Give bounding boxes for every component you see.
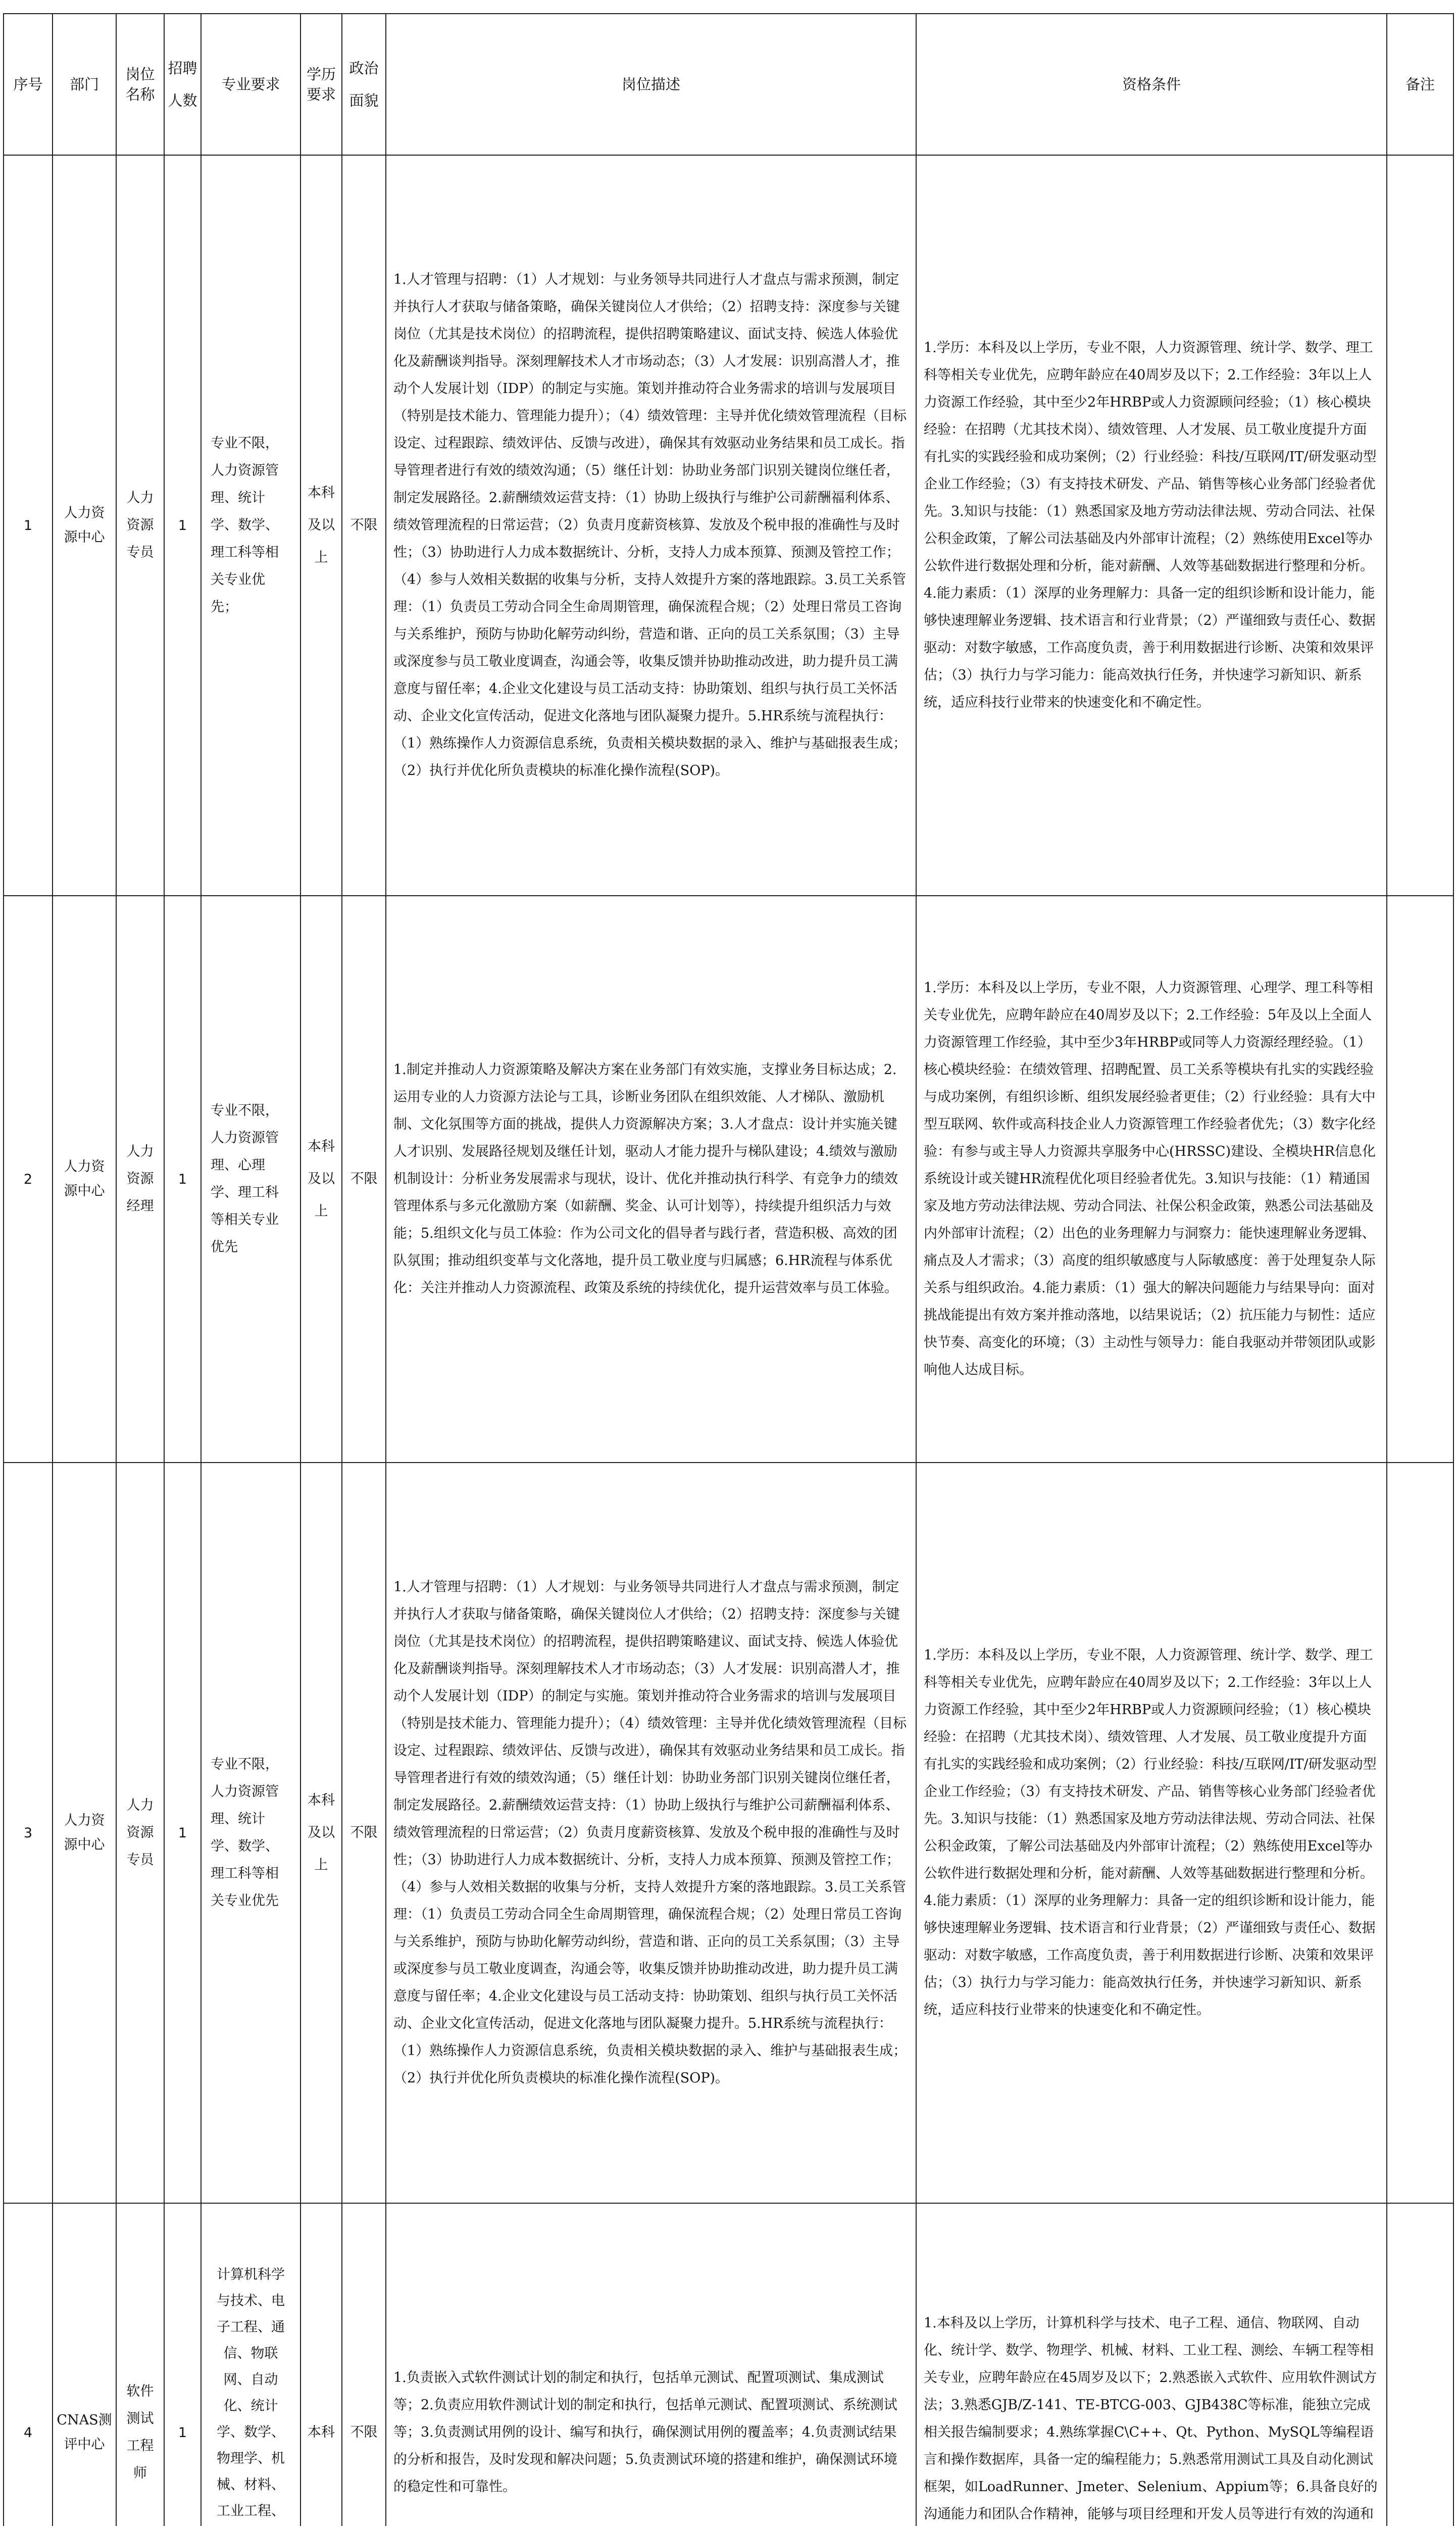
cell-position: 人力资源专员 [116,155,164,896]
header-politics: 政治面貌 [342,14,386,155]
table-row [4,155,1453,896]
header-count: 招聘人数 [164,14,201,155]
cell-edu: 本科 [300,2203,342,2526]
cell-seq: 1 [4,155,53,896]
cell-note [1387,896,1453,1463]
cell-position: 人力资源经理 [116,896,164,1463]
header-edu: 学历要求 [300,14,342,155]
header-position: 岗位名称 [116,14,164,155]
cell-qual: 1.学历：本科及以上学历，专业不限，人力资源管理、心理学、理工科等相关专业优先，应聘年龄应在40周岁及以下；2.工作经验：5年及以上全面人力资源管理工作经验，其中至少3年HRBP或同等人力资源经理经验。（1）核心模块经验：在绩效管理、招聘配置、员工关系等模块有扎实的实践经验与成功案例，有组织诊断、组织发展经验者更佳；（2）行业经验：具有大中型互联网、软件或高科技企业人力资源管理工作经验者优先；（3）数字化经验：有参与或主导人力资源共享服务中心(HRSSC)建设、全模块HR信息化系统设计或关键HR流程优化项目经验者优先。3.知识与技能：（1）精通国家及地方劳动法律法规、劳动合同法、社保公积金政策，熟悉公司法基础及内外部审计流程；（2）出色的业务理解力与洞察力：能快速理解业务逻辑、痛点及人才需求；（3）高度的组织敏感度与人际敏感度：善于处理复杂人际关系与组织政治。4.能力素质：（1）强大的解决问题能力与结果导向：面对挑战能提出有效方案并推动落地，以结果说话；（2）抗压能力与韧性：适应快节奏、高变化的环境；（3）主动性与领导力：能自我驱动并带领团队或影响他人达成目标。 [916,896,1387,1463]
header-seq: 序号 [4,14,53,155]
cell-dept: 人力资源中心 [53,155,116,896]
cell-count: 1 [164,155,201,896]
cell-count: 1 [164,896,201,1463]
cell-seq: 2 [4,896,53,1463]
cell-qual: 1.本科及以上学历，计算机科学与技术、电子工程、通信、物联网、自动化、统计学、数学、物理学、机械、材料、工业工程、测绘、车辆工程等相关专业，应聘年龄应在45周岁及以下；2.熟悉嵌入式软件、应用软件测试方法；3.熟悉GJB/Z-141、TE-BTCG-003、GJB438C等标准，能独立完成相关报告编制要求；4.熟练掌握C\C++、Qt、Python、MySQL等编程语言和操作数据库，具备一定的编程能力；5.熟悉常用测试工具及自动化测试框架，如LoadRunner、Jmeter、Selenium、Appium等；6.具备良好的沟通能力和团队合作精神，能够与项目经理和开发人员等进行有效的沟通和 [916,2203,1387,2526]
table-row [4,2203,1453,2526]
cell-politics: 不限 [342,1463,386,2203]
cell-qual: 1.学历：本科及以上学历，专业不限，人力资源管理、统计学、数学、理工科等相关专业优先，应聘年龄应在40周岁及以下；2.工作经验：3年以上人力资源工作经验，其中至少2年HRBP或人力资源顾问经验；（1）核心模块经验：在招聘（尤其技术岗）、绩效管理、人才发展、员工敬业度提升方面有扎实的实践经验和成功案例；（2）行业经验：科技/互联网/IT/研发驱动型企业工作经验；（3）有支持技术研发、产品、销售等核心业务部门经验者优先。3.知识与技能：（1）熟悉国家及地方劳动法律法规、劳动合同法、社保公积金政策，了解公司法基础及内外部审计流程；（2）熟练使用Excel等办公软件进行数据处理和分析，能对薪酬、人效等基础数据进行整理和分析。4.能力素质：（1）深厚的业务理解力：具备一定的组织诊断和设计能力，能够快速理解业务逻辑、技术语言和行业背景；（2）严谨细致与责任心、数据驱动：对数字敏感，工作高度负责，善于利用数据进行诊断、决策和效果评估；（3）执行力与学习能力：能高效执行任务，并快速学习新知识、新系统，适应科技行业带来的快速变化和不确定性。 [916,1463,1387,2203]
cell-desc: 1.人才管理与招聘：（1）人才规划：与业务领导共同进行人才盘点与需求预测，制定并执行人才获取与储备策略，确保关键岗位人才供给；（2）招聘支持：深度参与关键岗位（尤其是技术岗位）的招聘流程，提供招聘策略建议、面试支持、候选人体验优化及薪酬谈判指导。深刻理解技术人才市场动态；（3）人才发展：识别高潜人才，推动个人发展计划（IDP）的制定与实施。策划并推动符合业务需求的培训与发展项目（特别是技术能力、管理能力提升）；（4）绩效管理：主导并优化绩效管理流程（目标设定、过程跟踪、绩效评估、反馈与改进），确保其有效驱动业务结果和员工成长。指导管理者进行有效的绩效沟通；（5）继任计划：协助业务部门识别关键岗位继任者，制定发展路径。2.薪酬绩效运营支持：（1）协助上级执行与维护公司薪酬福利体系、绩效管理流程的日常运营；（2）负责月度薪资核算、发放及个税申报的准确性与及时性；（3）协助进行人力成本数据统计、分析，支持人力成本预算、预测及管控工作；（4）参与人效相关数据的收集与分析，支持人效提升方案的落地跟踪。3.员工关系管理：（1）负责员工劳动合同全生命周期管理，确保流程合规；（2）处理日常员工咨询与关系维护，预防与协助化解劳动纠纷，营造和谐、正向的员工关系氛围；（3）主导或深度参与员工敬业度调查，沟通会等，收集反馈并协助推动改进，助力提升员工满意度与留任率；4.企业文化建设与员工活动支持：协助策划、组织与执行员工关怀活动、企业文化宣传活动，促进文化落地与团队凝聚力提升。5.HR系统与流程执行：（1）熟练操作人力资源信息系统，负责相关模块数据的录入、维护与基础报表生成；（2）执行并优化所负责模块的标准化操作流程(SOP)。 [386,1463,916,2203]
cell-desc: 1.人才管理与招聘：（1）人才规划：与业务领导共同进行人才盘点与需求预测，制定并执行人才获取与储备策略，确保关键岗位人才供给；（2）招聘支持：深度参与关键岗位（尤其是技术岗位）的招聘流程，提供招聘策略建议、面试支持、候选人体验优化及薪酬谈判指导。深刻理解技术人才市场动态；（3）人才发展：识别高潜人才，推动个人发展计划（IDP）的制定与实施。策划并推动符合业务需求的培训与发展项目（特别是技术能力、管理能力提升）；（4）绩效管理：主导并优化绩效管理流程（目标设定、过程跟踪、绩效评估、反馈与改进），确保其有效驱动业务结果和员工成长。指导管理者进行有效的绩效沟通；（5）继任计划：协助业务部门识别关键岗位继任者，制定发展路径。2.薪酬绩效运营支持：（1）协助上级执行与维护公司薪酬福利体系、绩效管理流程的日常运营；（2）负责月度薪资核算、发放及个税申报的准确性与及时性；（3）协助进行人力成本数据统计、分析，支持人力成本预算、预测及管控工作；（4）参与人效相关数据的收集与分析，支持人效提升方案的落地跟踪。3.员工关系管理：（1）负责员工劳动合同全生命周期管理，确保流程合规；（2）处理日常员工咨询与关系维护，预防与协助化解劳动纠纷，营造和谐、正向的员工关系氛围；（3）主导或深度参与员工敬业度调查，沟通会等，收集反馈并协助推动改进，助力提升员工满意度与留任率；4.企业文化建设与员工活动支持：协助策划、组织与执行员工关怀活动、企业文化宣传活动，促进文化落地与团队凝聚力提升。5.HR系统与流程执行：（1）熟练操作人力资源信息系统，负责相关模块数据的录入、维护与基础报表生成；（2）执行并优化所负责模块的标准化操作流程(SOP)。 [386,155,916,896]
cell-dept: 人力资源中心 [53,896,116,1463]
cell-major: 计算机科学与技术、电子工程、通信、物联网、自动化、统计学、数学、物理学、机械、材料、工业工程、 [201,2203,300,2526]
cell-qual: 1.学历：本科及以上学历，专业不限，人力资源管理、统计学、数学、理工科等相关专业优先，应聘年龄应在40周岁及以下；2.工作经验：3年以上人力资源工作经验，其中至少2年HRBP或人力资源顾问经验；（1）核心模块经验：在招聘（尤其技术岗）、绩效管理、人才发展、员工敬业度提升方面有扎实的实践经验和成功案例；（2）行业经验：科技/互联网/IT/研发驱动型企业工作经验；（3）有支持技术研发、产品、销售等核心业务部门经验者优先。3.知识与技能：（1）熟悉国家及地方劳动法律法规、劳动合同法、社保公积金政策，了解公司法基础及内外部审计流程；（2）熟练使用Excel等办公软件进行数据处理和分析，能对薪酬、人效等基础数据进行整理和分析。4.能力素质：（1）深厚的业务理解力：具备一定的组织诊断和设计能力，能够快速理解业务逻辑、技术语言和行业背景；（2）严谨细致与责任心、数据驱动：对数字敏感，工作高度负责，善于利用数据进行诊断、决策和效果评估；（3）执行力与学习能力：能高效执行任务，并快速学习新知识、新系统，适应科技行业带来的快速变化和不确定性。 [916,155,1387,896]
header-row [4,14,1453,155]
cell-major: 专业不限，人力资源管理、心理学、理工科等相关专业优先 [201,896,300,1463]
cell-dept: 人力资源中心 [53,1463,116,2203]
cell-count: 1 [164,1463,201,2203]
cell-edu: 本科及以上 [300,896,342,1463]
cell-note [1387,1463,1453,2203]
cell-desc: 1.负责嵌入式软件测试计划的制定和执行，包括单元测试、配置项测试、集成测试等；2.负责应用软件测试计划的制定和执行，包括单元测试、配置项测试、系统测试等；3.负责测试用例的设计、编写和执行，确保测试用例的覆盖率；4.负责测试结果的分析和报告，及时发现和解决问题；5.负责测试环境的搭建和维护，确保测试环境的稳定性和可靠性。 [386,2203,916,2526]
cell-seq: 4 [4,2203,53,2526]
table-row [4,1463,1453,2203]
cell-note [1387,155,1453,896]
cell-position: 软件测试工程师 [116,2203,164,2526]
header-desc: 岗位描述 [386,14,916,155]
cell-note [1387,2203,1453,2526]
cell-dept: CNAS测评中心 [53,2203,116,2526]
cell-edu: 本科及以上 [300,155,342,896]
cell-count: 1 [164,2203,201,2526]
cell-politics: 不限 [342,2203,386,2526]
header-major: 专业要求 [201,14,300,155]
recruitment-table [3,13,1454,2526]
cell-politics: 不限 [342,896,386,1463]
recruitment-table-container [3,13,1454,2526]
cell-major: 专业不限，人力资源管理、统计学、数学、理工科等相关专业优先； [201,155,300,896]
table-row [4,896,1453,1463]
cell-major: 专业不限，人力资源管理、统计学、数学、理工科等相关专业优先 [201,1463,300,2203]
cell-position: 人力资源专员 [116,1463,164,2203]
header-qual: 资格条件 [916,14,1387,155]
cell-seq: 3 [4,1463,53,2203]
cell-desc: 1.制定并推动人力资源策略及解决方案在业务部门有效实施，支撑业务目标达成；2.运用专业的人力资源方法论与工具，诊断业务团队在组织效能、人才梯队、激励机制、文化氛围等方面的挑战，提供人力资源解决方案；3.人才盘点：设计并实施关键人才识别、发展路径规划及继任计划，驱动人才能力提升与梯队建设；4.绩效与激励机制设计：分析业务发展需求与现状，设计、优化并推动执行科学、有竞争力的绩效管理体系与多元化激励方案（如薪酬、奖金、认可计划等），持续提升组织活力与效能；5.组织文化与员工体验：作为公司文化的倡导者与践行者，营造积极、高效的团队氛围；推动组织变革与文化落地，提升员工敬业度与归属感；6.HR流程与体系优化：关注并推动人力资源流程、政策及系统的持续优化，提升运营效率与员工体验。 [386,896,916,1463]
header-note: 备注 [1387,14,1453,155]
cell-politics: 不限 [342,155,386,896]
cell-edu: 本科及以上 [300,1463,342,2203]
header-dept: 部门 [53,14,116,155]
